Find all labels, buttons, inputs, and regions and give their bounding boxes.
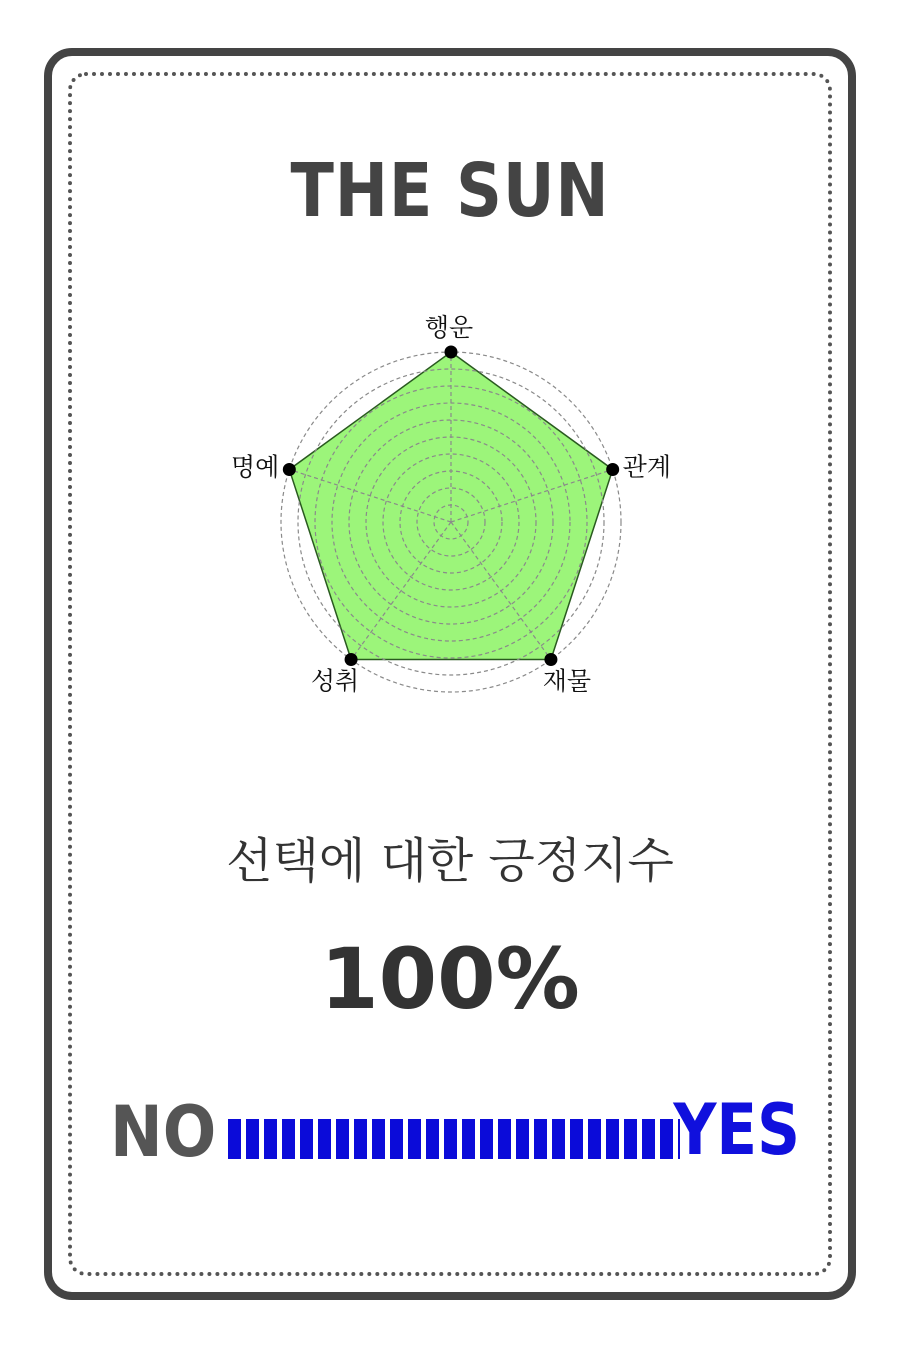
data-point-3 (544, 653, 557, 666)
meter-no-label: NO (110, 1091, 217, 1173)
positivity-meter (110, 1089, 800, 1173)
meter-fill (228, 1119, 680, 1159)
axis-label-5: 명예 (231, 452, 280, 482)
data-point-5 (283, 463, 296, 476)
axis-label-3: 재물 (542, 666, 592, 696)
positivity-percent: 100% (320, 930, 580, 1028)
data-point-2 (606, 463, 619, 476)
meter-track (228, 1119, 680, 1159)
axis-label-2: 관계 (622, 452, 671, 482)
data-point-1 (445, 346, 458, 359)
meter-yes-label: YES (673, 1089, 800, 1171)
positivity-label: 선택에 대한 긍정지수 (226, 833, 674, 889)
axis-label-1: 행운 (424, 313, 474, 342)
card-title: THE SUN (290, 148, 610, 234)
axis-label-4: 성취 (310, 666, 360, 696)
data-point-4 (345, 653, 358, 666)
